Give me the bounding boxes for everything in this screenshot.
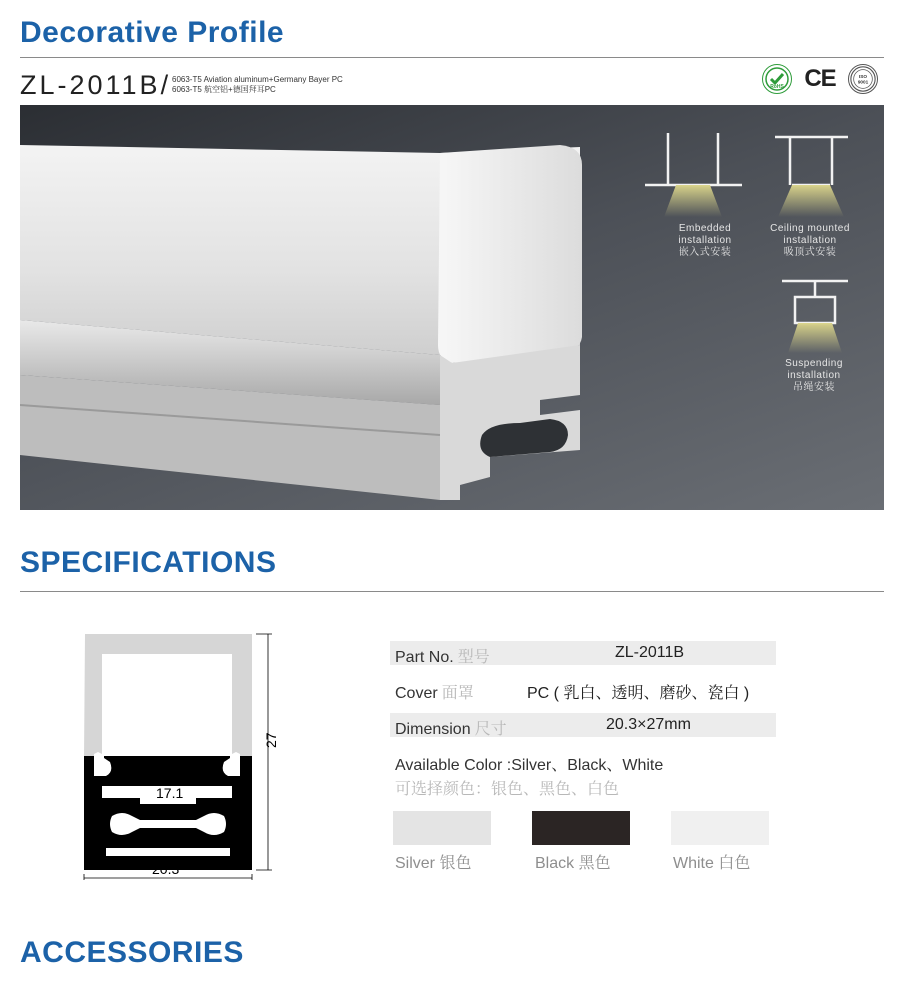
suspending-install-label <box>764 358 864 394</box>
product-photo <box>20 105 884 510</box>
embedded-install-label <box>655 223 755 259</box>
certification-badges <box>762 64 878 94</box>
spec-label-cn: 面罩 <box>441 685 474 702</box>
swatch-silver <box>393 811 491 845</box>
product-model: ZL-2011B/ <box>20 70 172 100</box>
material-en: 6063-T5 Aviation aluminum+Germany Bayer PC <box>172 75 343 84</box>
specifications-divider <box>20 591 884 592</box>
spec-label-cn: 尺寸 <box>474 721 507 738</box>
page-title: Decorative Profile <box>20 16 285 49</box>
install-en-line1: Ceiling mounted <box>770 223 850 234</box>
install-en-line2: installation <box>783 235 837 246</box>
spec-label <box>395 644 490 667</box>
available-color-text-cn: 可选择颜色：银色、黑色、白色 <box>395 781 620 798</box>
spec-label-en: Part No. <box>395 649 454 666</box>
specifications-heading: SPECIFICATIONS <box>20 546 277 579</box>
swatch-black <box>532 811 630 845</box>
spec-label <box>395 680 474 703</box>
ceiling-install-label <box>760 223 860 259</box>
spec-row-dimension <box>390 713 776 737</box>
spec-label-cn: 型号 <box>457 649 490 666</box>
svg-text:9001: 9001 <box>857 79 869 85</box>
ce-icon: CE <box>804 65 836 92</box>
install-en-line2: installation <box>678 235 732 246</box>
profile-cross-section <box>80 630 280 880</box>
spec-value: ZL-2011B <box>615 644 685 661</box>
ceiling-install-icon <box>775 137 848 217</box>
material-info <box>172 75 343 95</box>
iso-icon <box>848 64 878 94</box>
install-cn: 吊绳安装 <box>793 382 835 393</box>
available-color-text: Available Color :Silver、Black、White <box>395 757 664 774</box>
spec-label-en: Cover <box>395 685 438 702</box>
swatch-label-silver: Silver 银色 <box>395 855 472 872</box>
title-divider <box>20 57 884 58</box>
inner-dimension-label: 17.1 <box>156 785 184 801</box>
profile-render-illustration <box>20 105 884 510</box>
spec-row-part-no <box>390 641 776 665</box>
width-dimension-label: 20.3 <box>152 861 180 877</box>
install-en-line1: Suspending <box>785 358 843 369</box>
embedded-install-icon <box>645 133 742 217</box>
install-cn: 吸顶式安装 <box>783 247 837 258</box>
spec-value: PC ( 乳白、透明、磨砂、瓷白 ) <box>527 685 750 702</box>
suspending-install-icon <box>782 281 848 353</box>
install-cn: 嵌入式安装 <box>678 247 732 258</box>
install-en-line1: Embedded <box>678 223 732 234</box>
swatch-label-white: White 白色 <box>673 855 751 872</box>
svg-text:ISO: ISO <box>858 74 868 80</box>
install-en-line2: installation <box>787 370 841 381</box>
height-dimension-label: 27 <box>263 732 279 748</box>
rohs-check-icon <box>764 66 790 92</box>
swatch-label-black: Black 黑色 <box>535 855 611 872</box>
spec-value: 20.3×27mm <box>606 716 691 733</box>
iso-seal-icon <box>849 64 877 94</box>
material-cn: 6063-T5 航空铝+德国拜耳PC <box>172 85 276 94</box>
accessories-heading: ACCESSORIES <box>20 936 244 969</box>
spec-row-cover <box>390 677 776 701</box>
spec-label-en: Dimension <box>395 721 471 738</box>
spec-label <box>395 716 507 739</box>
rohs-text: RoHS <box>770 84 784 90</box>
rohs-icon <box>762 64 792 94</box>
cross-section-drawing <box>80 630 280 880</box>
swatch-white <box>671 811 769 845</box>
